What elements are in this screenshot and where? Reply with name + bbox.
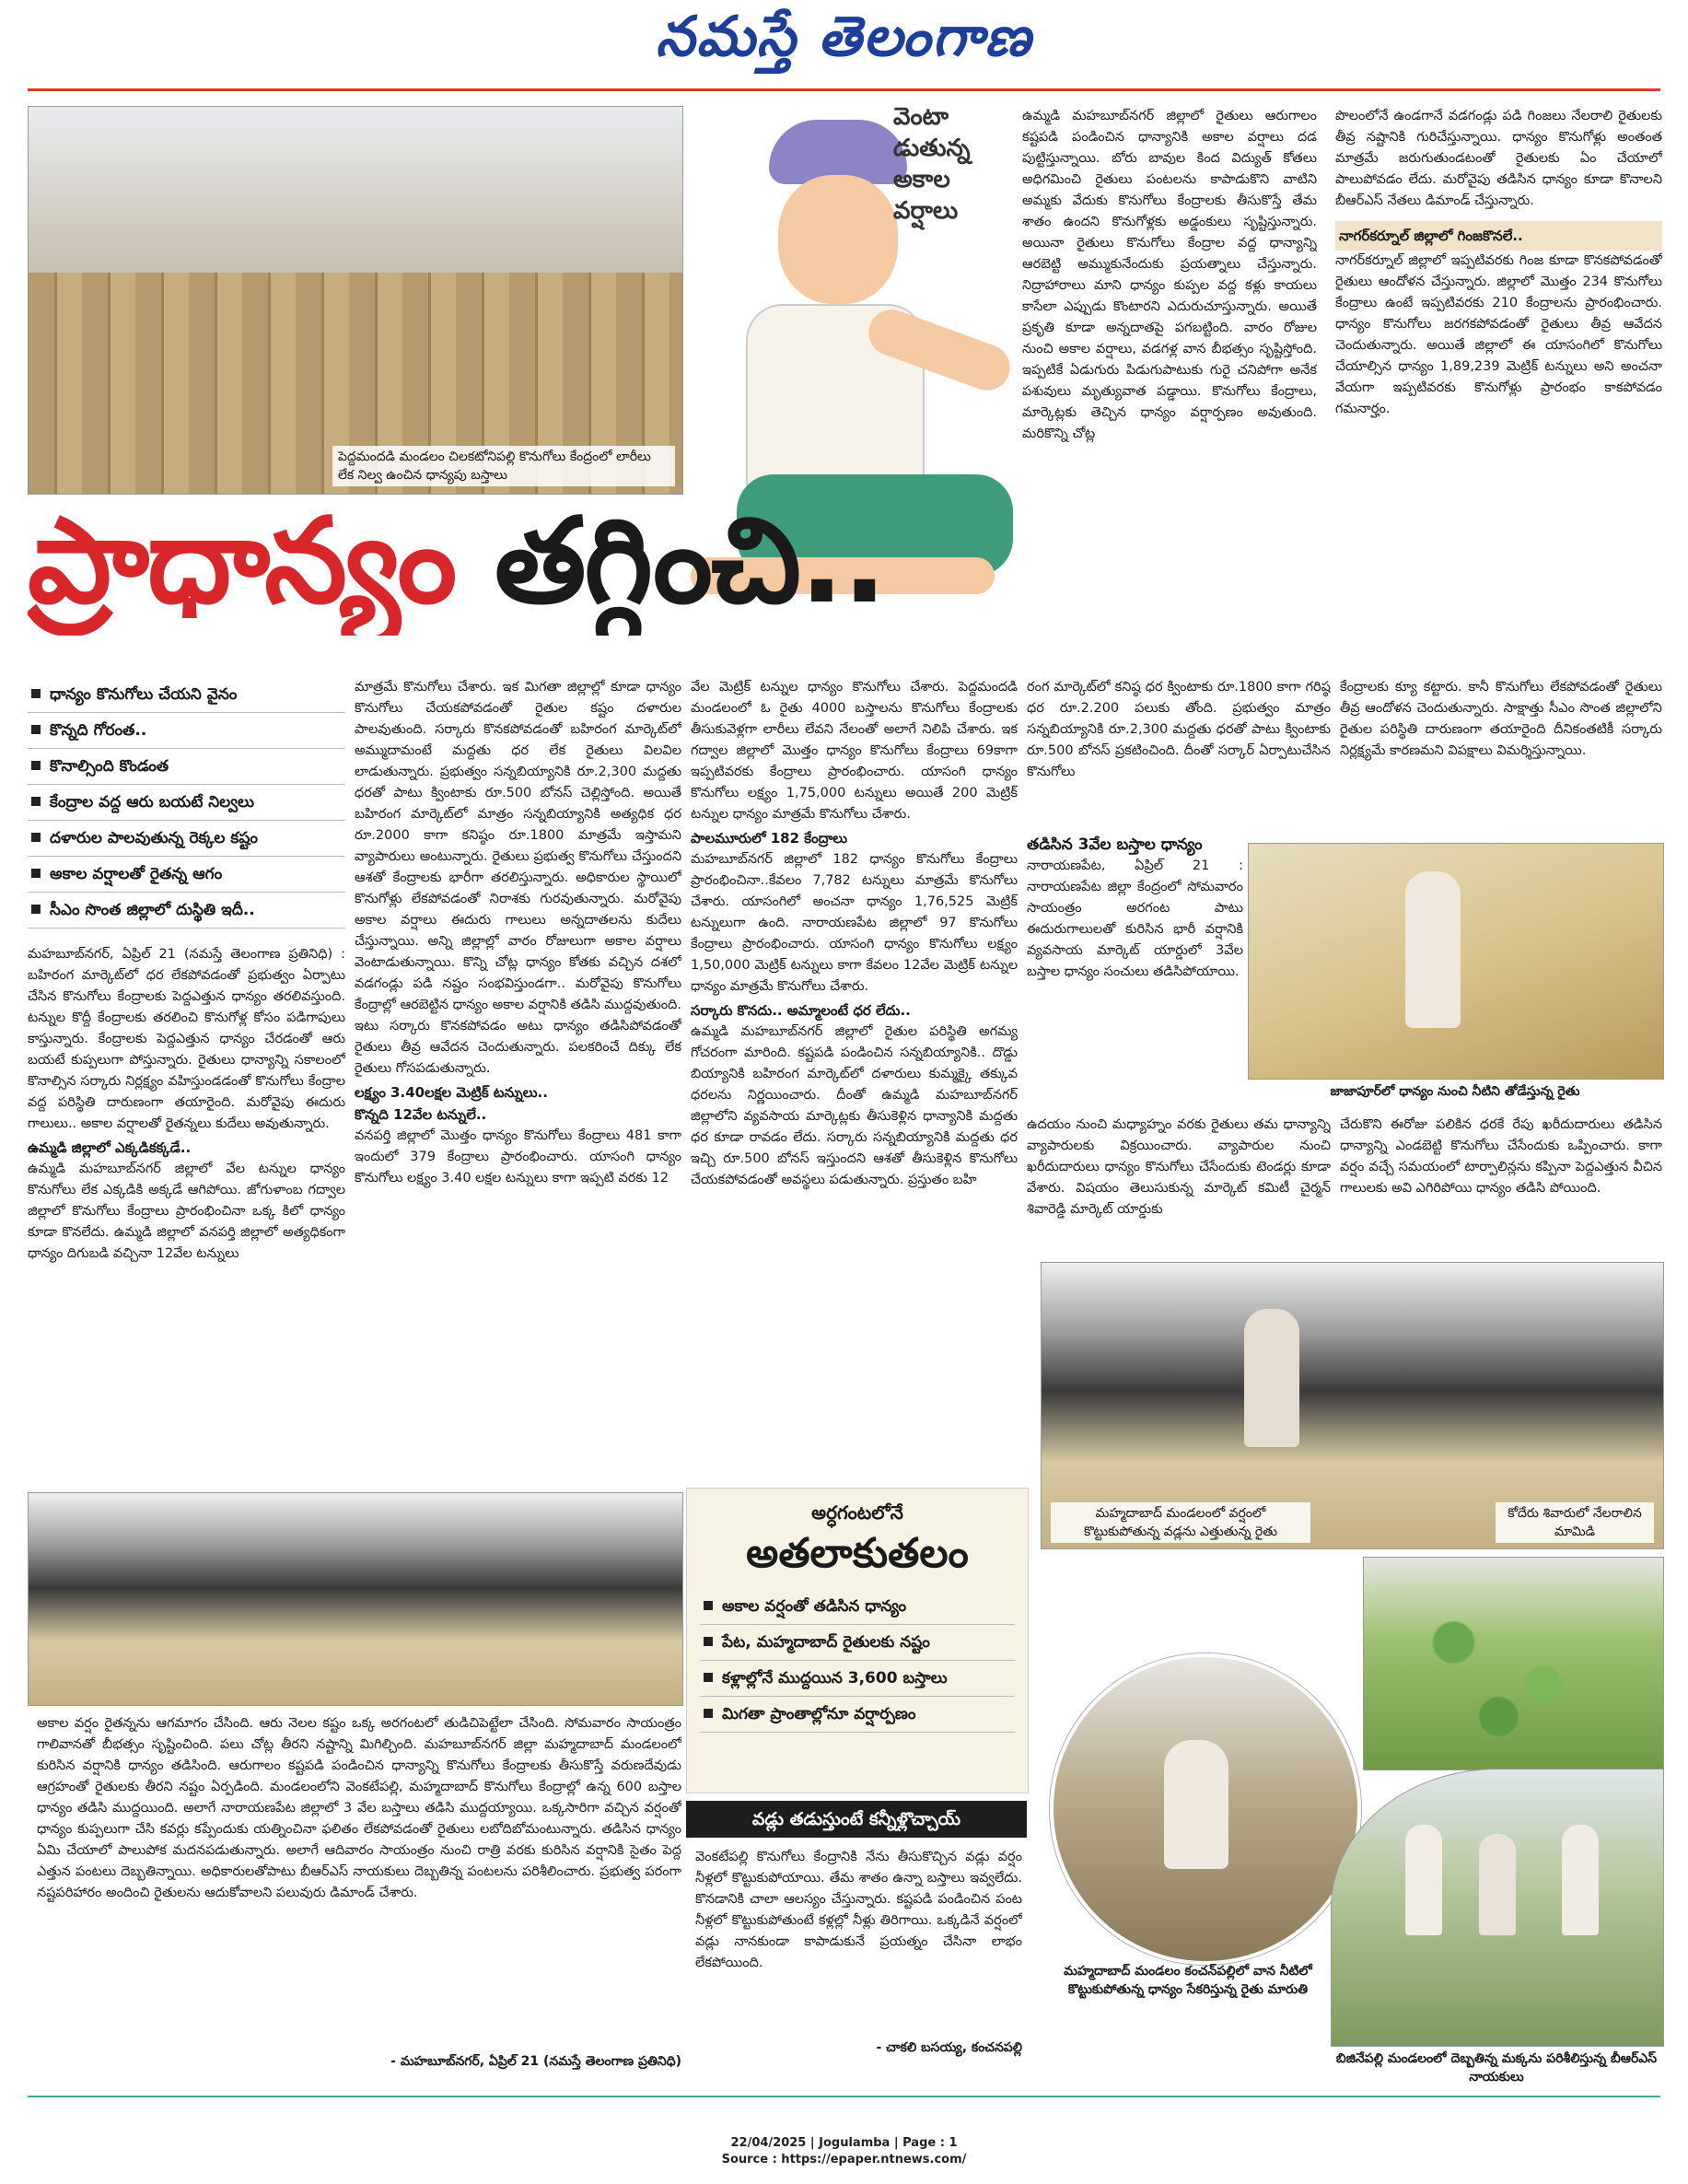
- masthead: [0, 0, 1688, 88]
- subheading: సర్కారు కొనదు.. అమ్మాలంటే ధర లేదు..: [691, 1002, 911, 1019]
- face-shape: [778, 175, 898, 304]
- box-title: తడిసిన 3వేల బస్తాల ధాన్యం: [1027, 835, 1203, 854]
- quote-text: వెంకటేపల్లి కొనుగోలు కేంద్రానికి నేను తీసుకొచ్చిన వడ్లు వర్షం నీళ్లలో కొట్టుకుపోయాయి. తేమ శాతం ఉన్నా బస్తాలు ఇవ్వలేదు. కొనడానికి చాలా ఆలస్యం చేస్తున్నారు. కష్టపడి పండించిన పంట నీళ్లలో కొట్టుకుపోతుంటే కళ్లల్లో నీళ్లు తిరిగాయి. ఒక్కడినే వర్షంలో వడ్లు నానకుండా కాపాడుకునే ప్రయత్నం చేసినా లాభం లేకపోయింది.: [695, 1850, 1022, 1970]
- cartoon-line: డుతున్న: [893, 134, 971, 162]
- photo-mango: [1363, 1557, 1664, 1770]
- box-text: నారాయణపేట, ఏప్రిల్‌ 21 : నారాయణపేట జిల్లా కేంద్రంలో సోమవారం సాయంత్రం అరగంట పాటు ఈదురుగాలులతో కురిసిన భారీ వర్షానికి వ్యవసాయ మార్కెట్‌ యార్డులో 3వేల బస్తాల ధాన్యం సంచులు తడిసిపోయాయి.: [1027, 858, 1243, 979]
- masthead-rule: [28, 88, 1660, 91]
- quote-title: వడ్లు తడుస్తుంటే కన్నీళ్లొచ్చాయ్‌: [686, 1801, 1027, 1838]
- headline: [28, 497, 1059, 636]
- box-3vela-text3: చేరుకొని ఈరోజు పలికిన ధరకే రేపు ఖరీదుదారులు తడిసిన ధాన్యాన్ని ఎండబెట్టి కొనుగోలు చేసేందుకు ఒప్పించారు. కాగా వర్షం వచ్చే సమయంలో టార్పాలిన్లను కప్పినా పెద్దఎత్తున వీచిన గాలులకు అవి ఎగిరిపోయి ధాన్యం తడిసి పోయింది.: [1340, 1117, 1662, 1196]
- bullet-item: పేట, మహ్మదాబాద్‌ రైతులకు నష్టం: [700, 1625, 1015, 1661]
- bullet-item: అకాల వర్షాలతో రైతన్న ఆగం: [28, 857, 345, 893]
- subheading: లక్ష్యం 3.40లక్షల మెట్రిక్‌ టన్నులు..: [355, 1084, 548, 1101]
- bullet-item: కేంద్రాల వద్ద ఆరు బయటే నిల్వలు: [28, 785, 345, 821]
- cartoon-line: వెంటా: [893, 103, 949, 131]
- paragraph: నాగర్‌కర్నూల్‌ జిల్లాలో ఇప్పటివరకు గింజ కూడా కొనకపోవడంతో రైతులు ఆందోళన చేస్తున్నారు. జిల్లాలో మొత్తం 234 కొనుగోలు కేంద్రాలు ఉంటే ఇప్పటివరకు 210 కేంద్రాలను ప్రారంభించారు. ధాన్యం కొనుగోలు జరగకపోవడంతో రైతులు తీవ్ర ఆవేదన చెందుతున్నారు. అయితే జిల్లాలో ఈ యాసంగిలో కొనుగోలు చేయాల్సిన ధాన్యం 1,89,239 మెట్రిక్‌ టన్నులు అని అంచనా వేయగా ఇప్పటివరకు కొనుగోళ్లు ప్రారంభం కాకపోవడం గమనార్హం.: [1335, 253, 1662, 416]
- masthead-title: నమస్తే తెలంగాణ: [655, 5, 1033, 69]
- photo-mahabubabad: [1041, 1262, 1664, 1549]
- paragraph: మహబూబ్‌నగర్‌, ఏప్రిల్‌ 21 (నమస్తే తెలంగాణ ప్రతినిధి) : బహిరంగ మార్కెట్‌లో ధర లేకపోవడంతో ప్రభుత్వం ఏర్పాటు చేసిన కొనుగోలు కేంద్రాలకు పెద్దఎత్తున ధాన్యం తరలివస్తుంది. టన్నుల కొద్దీ కేంద్రాలకు తరలించి కొనుగోళ్ల కోసం పడిగాపులు కాస్తున్నారు. కేంద్రాలకు పెద్దఎత్తున ధాన్యం చేరడంతో ఆరు బయటే కుప్పలుగా పోస్తున్నారు. రైతులు ధాన్యాన్ని సకాలంలో కొనాల్సిన సర్కారు నిర్లక్ష్యం వహిస్తుండడంతో కొనుగోలు కేంద్రాల వద్ద పరిస్థితి దారుణంగా తయారైంది. మరోవైపు ఈదురు గాలులు.. అకాల వర్షాలతో రైతన్నలు కుదేలు అవుతున్నారు.: [28, 947, 345, 1131]
- caption-kanchanpalli: మహ్మదాబాద్‌ మండలం కంచన్‌పల్లిలో వాన నీటిలో కొట్టుకుపోతున్న ధాన్యం సేకరిస్తున్న రైతు మారుతి: [1064, 1964, 1312, 1997]
- bullet-item: అకాల వర్షంతో తడిసిన ధాన్యం: [700, 1589, 1015, 1625]
- paragraph: ఉమ్మడి మహబూబ్‌నగర్‌ జిల్లాలో రైతులు ఆరుగాలం కష్టపడి పండించిన ధాన్యానికి అకాల వర్షాలు దడ పుట్టిస్తున్నాయి. బోరు బావుల కింద విద్యుత్‌ కోతలు అధిగమించి రైతులు పంటలను కాపాడుకొని వాటిని అమ్మకు వేదుకు కొనుగోలు కేంద్రాలకు తీసుకొస్తే తేమ శాతం ఉందని కొనుగోళ్లకు అడ్డంకులు సృష్టిస్తున్నారు. అయినా రైతులు కొనుగోలు కేంద్రాల వద్ద ధాన్యాన్ని ఆరబెట్టి అమ్ముకునేందుకు ప్రయత్నాలు చేస్తున్నారు. నిద్రాహారాలు మాని ధాన్యం కుప్పల వద్ద కళ్లు కాయలు కాసేలా ఎప్పుడు కొంటారని ఎదురుచూస్తున్నారు. అయితే ప్రకృతి కూడా అన్నదాతపై పగబట్టింది. వారం రోజుల నుంచి అకాల వర్షాలు, వడగళ్ల వాన బీభత్సం సృష్టిస్తోంది. ఇప్పటికే ఏడుగురు పిడుగుపాటుకు గురై చనిపోగా అనేక పశువులు మృత్యువాత పడ్డాయి. కొనుగోలు కేంద్రాలు, మార్కెట్లకు తెచ్చిన ధాన్యం వర్షార్పణం అవుతుంది. మరికొన్ని చోట్ల: [1022, 109, 1317, 441]
- sidebar-box: [686, 1488, 1029, 1793]
- caption-jajapur: జాజాపూర్‌లో ధాన్యం నుంచి నీటిని తోడేస్తున్న రైతు: [1330, 1084, 1580, 1099]
- footer-line2: Source : https://epaper.ntnews.com/: [721, 2153, 967, 2166]
- caption-mahabubabad: మహ్మదాబాద్‌ మండలంలో వర్షంలో కొట్టుకుపోతున్న వడ్లను ఎత్తుతున్న రైతు: [1051, 1502, 1310, 1543]
- paragraph: పొలంలోనే ఉండగానే వడగండ్లు పడి గింజలు నేలరాలి రైతులకు తీవ్ర నష్టానికి గురిచేస్తున్నాయి. ధాన్యం కొనుగోళ్లు అంతంత మాత్రమే జరుగుతుండటంతో రైతులకు ఏం చేయాలో పాలుపోవడం లేదు. మరోవైపు తడిసిన ధాన్యం కూడా కొనాలని బీఆర్‌ఎస్‌ నేతలు డిమాండ్‌ చేస్తున్నారు.: [1335, 109, 1662, 208]
- bullet-item: మిగతా ప్రాంతాల్లోనూ వర్షార్పణం: [700, 1697, 1015, 1733]
- column-4-top: [1022, 106, 1317, 636]
- sidebar-kicker: అర్ధగంటలోనే: [811, 1501, 903, 1524]
- paragraph: మహబూబ్‌నగర్‌ జిల్లాలో 182 ధాన్యం కొనుగోలు కేంద్రాలు ప్రారంభించినా..కేవలం 7,782 టన్నులు మాత్రమే కొనుగోలు చేశారు. యాసంగిలో అంచనా ధాన్యం 1,76,525 మెట్రిక్‌ టన్నులుగా ఉంది. నారాయణపేట జిల్లాలో 97 కొనుగోలు కేంద్రాలు ప్రారంభించారు. యాసంగి ధాన్యం కొనుగోలు లక్ష్యం 1,50,000 మెట్రిక్‌ టన్నులు కాగా కేవలం 12వేల మెట్రిక్‌ టన్నుల ధాన్యం మాత్రమే కొనుగోలు చేశారు.: [691, 852, 1018, 994]
- sidebar-title: అతలాకుతలం: [746, 1530, 969, 1577]
- paragraph: వేల మెట్రిక్‌ టన్నుల ధాన్యం కొనుగోలు చేశారు. పెద్దమందడి మండలంలో ఓ రైతు 4000 బస్తాలను కొనుగోలు కేంద్రాలకు తీసుకువెళ్లగా లారీలు లేవని నేలంతో అలాగే నిలిపి చేశారు. ఇక గద్వాల జిల్లాలో మొత్తం ధాన్యం కొనుగోలు కేంద్రాలు 69కాగా ఇప్పటివరకు కేంద్రాలు ప్రారంభించారు. యాసంగి ధాన్యం కొనుగోలు లక్ష్యం 1,75,000 టన్నులు అయితే 200 మెట్రిక్‌ టన్నుల ధాన్యం మాత్రమే కొనుగోలు చేశారు.: [691, 680, 1018, 822]
- bottom-left-article: [37, 1713, 681, 2050]
- quote-author: - చాకలి బసయ్య, కంచనపల్లి: [876, 2040, 1022, 2055]
- column-5-top: [1335, 106, 1662, 636]
- cartoon-line: అకాల: [893, 166, 950, 193]
- footer-line1: 22/04/2025 | Jogulamba | Page : 1: [730, 2136, 958, 2150]
- paragraph: ఉమ్మడి మహబూబ్‌నగర్‌ జిల్లాలో రైతుల పరిస్థితి అగమ్య గోచరంగా మారింది. కష్టపడి పండించిన సన్నబియ్యానికి.. దొడ్డు బియ్యానికి బహిరంగ మార్కెట్‌లో దళారులు కుమ్మక్కై తక్కువ ధరలను నిర్ణయించారు. దీంతో ఉమ్మడి మహబూబ్‌నగర్‌ జిల్లాలోని వ్యవసాయ మార్కెట్లకు తీసుకెళ్లిన ధాన్యానికి మద్దతు ధర కూడా రావడం లేదు. సర్కారు సన్నబియ్యానికి మద్దతు ధర ఇచ్చి రూ.500 బోనస్‌ ఇస్తుందని ఆశతో తీసుకెళ్లిన కొనుగోలు చేయకపోవడంతో అవస్థలు పడుతున్నారు. ప్రస్తుతం బహి: [691, 1024, 1018, 1187]
- headline-part1: ప్రాధాన్యం: [28, 497, 456, 630]
- bullet-item: కళ్లాల్లోనే ముద్దయిన 3,600 బస్తాలు: [700, 1661, 1015, 1697]
- cartoon-text: [893, 101, 1031, 227]
- column-1: [28, 944, 345, 1442]
- photo-grain-bags: [28, 106, 683, 495]
- dateline: - మహబూబ్‌నగర్‌, ఏప్రిల్‌ 21 (నమస్తే తెలంగాణ ప్రతినిధి): [390, 2054, 681, 2069]
- subheading: ఉమ్మడి జిల్లాలో ఎక్కడికక్కడే..: [28, 1139, 192, 1156]
- headline-part2: తగ్గించి..: [494, 497, 886, 630]
- sidebar-bullets: [700, 1589, 1015, 1733]
- paragraph: మాత్రమే కొనుగోలు చేశారు. ఇక మిగతా జిల్లాల్లో కూడా ధాన్యం కొనుగోలు చేయకపోవడంతో రైతుల కష్టం దళారుల పాలవుతుంది. సర్కారు కొనకపోవడంతో బహిరంగ మార్కెట్‌లో అమ్ముదామంటే మద్దతు ధర లేక రైతులు విలవిల లాడుతున్నారు. ప్రభుత్వం సన్నబియ్యానికి రూ.2,300 మద్దతు ధరతో పాటు క్వింటాకు రూ.500 బోనస్‌ చెల్లిస్తోంది. అయితే బహిరంగ మార్కెట్‌లో మాత్రం సన్నబియ్యానికి అత్యధిక ధర రూ.2000 కాగా కనిష్ఠం రూ.1800 మాత్రమే ఇస్తామని వ్యాపారులు అంటున్నారు. రైతులు ప్రభుత్వ కొనుగోలు చేస్తుందని ఆశతో కేంద్రాలకు భారీగా తరలిస్తున్నారు. అధికారుల స్థాయిలో కొనుగోళ్లు లేకపోవడంతో నిరాశకు గురవుతున్నారు. మరోవైపు అకాల వర్షాలు ఈదురు గాలులు అన్నదాతలను కుదేలు చేస్తున్నాయి. అన్ని జిల్లాల్లో వారం రోజులుగా అకాల వర్షాలు వెంటాడుతున్నాయి. కొన్ని చోట్ల ధాన్యం కోతకు వచ్చిన దశలో వడగండ్లు పడి నష్టం సంభవిస్తుండగా.. మరోవైపు కొనుగోలు కేంద్రాల్లో ఆరబెట్టిన ధాన్యం అకాల వర్షానికి తడిసి ముద్దవుతుంది. ఇటు సర్కారు కొనకపోవడం అటు ధాన్యం తడిసిపోవడంతో రైతులు తీవ్ర ఆవేదన చెందుతున్నారు. పలకరించే దిక్కు లేక రైతులు గోసపడుతున్నారు.: [355, 680, 681, 1076]
- box-3vela-text2: ఉదయం నుంచి మధ్యాహ్నం వరకు రైతులు తమ ధాన్యాన్ని వ్యాపారులకు విక్రయించారు. వ్యాపారుల నుంచి ఖరీదుదారులు ధాన్యం కొనుగోలు చేసేందుకు టెండర్లు కూడా వేశారు. విషయం తెలుసుకున్న మార్కెట్‌ కమిటీ చైర్మన్‌ శివారెడ్డి మార్కెట్‌ యార్డుకు: [1027, 1117, 1331, 1217]
- box-3vela: [1027, 834, 1243, 1110]
- photo-brs: [1331, 1769, 1664, 2047]
- caption-mango: కోదేరు శివారులో నేలరాలిన మామిడి: [1496, 1502, 1654, 1543]
- bottom-rule: [28, 2096, 1660, 2097]
- photo-rain-yard: [28, 1492, 683, 1706]
- bullet-item: కొన్నది గోరంత..: [28, 713, 345, 749]
- bullet-item: దళారుల పాలవుతున్న రెక్కల కష్టం: [28, 821, 345, 857]
- bullet-item: సీఎం సొంత జిల్లాలో దుస్థితి ఇదీ..: [28, 893, 345, 928]
- column-3: [691, 677, 1018, 1442]
- cartoon-line: వర్షాలు: [893, 197, 959, 225]
- paragraph: అకాల వర్షం రైతన్నను ఆగమాగం చేసింది. ఆరు నెలల కష్టం ఒక్క అరగంటలో తుడిచిపెట్టేలా చేసింది. సోమవారం సాయంత్రం గాలివానతో బీభత్సం సృష్టించింది. పలు చోట్ల తీరని నష్టాన్ని మిగిల్చింది. మహబూబ్‌నగర్‌ జిల్లా మహ్మదాబాద్‌ మండలంలో కురిసిన వర్షానికి ధాన్యం తడిసింది. ఆరుగాలం కష్టపడి పండించిన ధాన్యాన్ని కొనుగోలు కేంద్రాలకు తీసుకొస్తే వరుణదేవుడు ఆగ్రహంతో రైతులకు తీరని నష్టం ఏర్పడింది. మండలంలోని వెంకటేపల్లి, మహ్మదాబాద్‌ కొనుగోలు కేంద్రాల్లో ఉన్న 600 బస్తాల ధాన్యం తడిసి ముద్దయింది. అలాగే నారాయణపేట జిల్లాలో 3 వేల బస్తాలు తడిసి ముద్దయ్యాయి. ఒక్కసారిగా వచ్చిన వర్షంతో ధాన్యం కుప్పలుగా చేసి కవర్లు కప్పేందుకు యత్నించినా ఫలితం లేకపోవడంతో రైతులు లబోదిబోమంటున్నారు. తడిసిన ధాన్యం ఏమి చేయాలో పాలుపోక మదనపడుతున్నారు. అలాగే ఆదివారం సాయంత్రం నుంచి రాత్రి వరకు కురిసిన వర్షానికి సైతం పెద్ద ఎత్తున పంటలు దెబ్బతిన్నాయి. అధికారులతోపాటు బీఆర్‌ఎస్‌ నాయకులు దెబ్బతిన్న పంటలను పరిశీలించారు. ప్రభుత్వ పరంగా నష్టపరిహారం అందించి రైతులను ఆదుకోవాలని పలువురు డిమాండ్‌ చేశారు.: [37, 1716, 681, 1900]
- column-2: [355, 677, 681, 1442]
- bullet-item: కొనాల్సింది కొండంత: [28, 749, 345, 785]
- photo-caption: పెద్దమందడి మండలం చిలకటోనిపల్లి కొనుగోలు కేంద్రంలో లారీలు లేక నిల్వ ఉంచిన ధాన్యపు బస్తాలు: [332, 446, 675, 486]
- subheading: నాగర్‌కర్నూల్‌ జిల్లాలో గింజకొనలే..: [1335, 221, 1662, 251]
- paragraph: వనపర్తి జిల్లాలో మొత్తం ధాన్యం కొనుగోలు కేంద్రాలు 481 కాగా ఇందులో 379 కేంద్రాలు ప్రారంభించారు. యాసంగి ధాన్యం కొనుగోలు లక్ష్యం 3.40 లక్షల టన్నులు కాగా ఇప్పటి వరకు 12: [355, 1128, 681, 1185]
- bullet-list: [28, 677, 345, 928]
- photo-jajapur: [1248, 843, 1664, 1080]
- photo-kanchanpalli: [1050, 1653, 1361, 1965]
- paragraph: ఉమ్మడి మహబూబ్‌నగర్‌ జిల్లాలో వేల టన్నుల ధాన్యం కొనుగోలు లేక ఎక్కడికి అక్కడే ఆగిపోయి. జోగుళాంబ గద్వాల జిల్లాలో కొనుగోలు కేంద్రాలు ప్రారంభించినా ఒక్క కిలో ధాన్యం కూడా కొనలేదు. ఉమ్మడి జిల్లాలో వనపర్తి జిల్లాలో అత్యధికంగా ధాన్యం దిగుబడి వచ్చినా 12వేల టన్నులు: [28, 1162, 345, 1261]
- paragraph: రంగ మార్కెట్‌లో కనిష్ఠ ధర క్వింటాకు రూ.1800 కాగా గరిష్ఠ ధర రూ.2.200 పలుకు తోంది. ప్రభుత్వం మాత్రం సన్నబియ్యానికి రూ.2,300 మద్దతు ధరతో పాటు క్వింటాకు రూ.500 బోనస్‌ ప్రకటించింది. దీంతో సర్కార్‌ ఏర్పాటుచేసిన కొనుగోలు: [1027, 680, 1331, 779]
- caption-brs: బిజినేపల్లి మండలంలో దెబ్బతిన్న మక్కను పరిశీలిస్తున్న బీఆర్‌ఎస్‌ నాయకులు: [1335, 2051, 1658, 2085]
- column-5-middle: [1340, 677, 1662, 824]
- subheading: కొన్నది 12వేల టన్నులే..: [355, 1106, 487, 1123]
- paragraph: కేంద్రాలకు క్యూ కట్టారు. కానీ కొనుగోలు లేకపోవడంతో రైతులు తీవ్ర ఆందోళన చెందుతున్నారు. సాక్షాత్తు సీఎం సొంత జిల్లాలోని రైతుల పరిస్థితి దారుణంగా తయారైంది దీనికంతటికీ సర్కారు నిర్లక్ష్యమే కారణమని విపక్షాలు విమర్శిస్తున్నాయి.: [1340, 680, 1662, 758]
- footer: [0, 2135, 1688, 2168]
- bullet-item: ధాన్యం కొనుగోలు చేయని వైనం: [28, 677, 345, 713]
- column-4-middle: [1027, 677, 1331, 806]
- subheading: పాలమూరులో 182 కేంద్రాలు: [691, 830, 848, 847]
